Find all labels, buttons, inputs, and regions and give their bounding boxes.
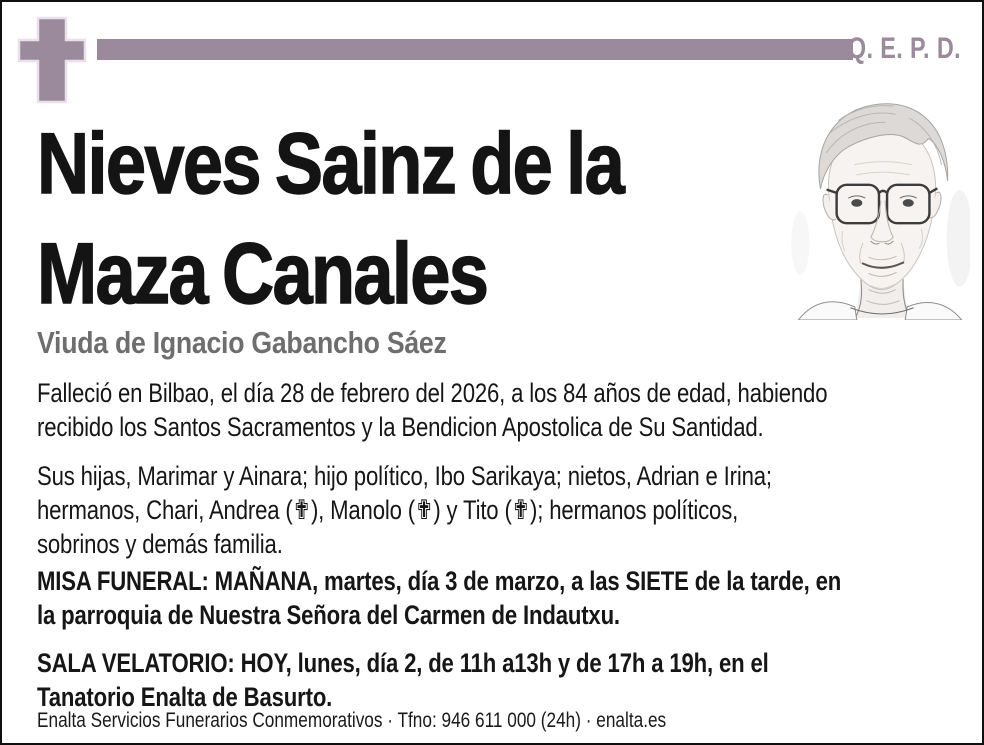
wake-line-1: SALA VELATORIO: HOY, lunes, día 2, de 11h a13h y de 17h a 19h, en el bbox=[37, 648, 769, 678]
wake-line-2: Tanatorio Enalta de Basurto. bbox=[37, 682, 333, 712]
family-line-2: hermanos, Chari, Andrea (✟), Manolo (✟) y Tito (✟); hermanos políticos, bbox=[37, 495, 739, 525]
funeral-mass-paragraph bbox=[37, 564, 841, 632]
death-notice-paragraph bbox=[37, 376, 827, 444]
family-line-1: Sus hijas, Marimar y Ainara; hijo político, Ibo Sarikaya; nietos, Adrian e Irina; bbox=[37, 461, 772, 491]
family-paragraph bbox=[37, 459, 772, 561]
funeral-mass-line-1: MISA FUNERAL: MAÑANA, martes, día 3 de marzo, a las SIETE de la tarde, en bbox=[37, 566, 842, 596]
death-notice-line-2: recibido los Santos Sacramentos y la Bendicion Apostolica de Su Santidad. bbox=[37, 412, 764, 442]
family-line-3: sobrinos y demás familia. bbox=[37, 529, 283, 559]
portrait-photo bbox=[790, 92, 970, 320]
deceased-name-line-1: Nieves Sainz de la bbox=[37, 116, 624, 212]
death-notice-line-1: Falleció en Bilbao, el día 28 de febrero del 2026, a los 84 años de edad, habiendo bbox=[37, 378, 828, 408]
deceased-relation: Viuda de Ignacio Gabancho Sáez bbox=[37, 325, 447, 360]
qepd-label: Q. E. P. D. bbox=[847, 32, 961, 65]
deceased-name bbox=[37, 109, 623, 329]
wake-paragraph bbox=[37, 646, 769, 714]
accent-bar bbox=[97, 39, 853, 60]
memorial-cross-icon bbox=[17, 16, 87, 104]
deceased-name-line-2: Maza Canales bbox=[37, 226, 488, 322]
funeral-home-footer: Enalta Servicios Funerarios Conmemorativos · Tfno: 946 611 000 (24h) · enalta.es bbox=[37, 709, 667, 732]
funeral-mass-line-2: la parroquia de Nuestra Señora del Carmen de Indautxu. bbox=[37, 600, 620, 630]
